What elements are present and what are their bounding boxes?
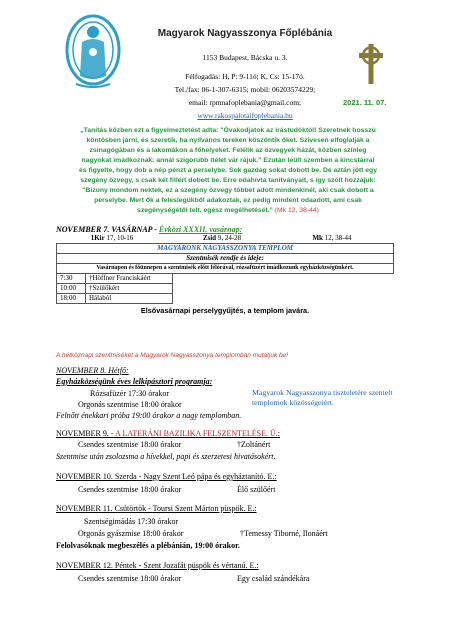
address: 1153 Budapest, Bácska u. 3. bbox=[202, 53, 288, 62]
tuesday-date: NOVEMBER 9. - bbox=[56, 429, 116, 438]
rosary-note: Vasárnapon és főünnepen a szentmisék előtt félórával, rózsafüzért imádkozunk egyházközségünkért. bbox=[57, 264, 394, 274]
sunday-feast: Évközi XXXII. vasárnap: bbox=[158, 225, 243, 234]
friday-intention: Egy család szándékára bbox=[237, 574, 310, 583]
table-row bbox=[57, 274, 394, 284]
tuesday-title bbox=[56, 429, 280, 439]
monday-program: Egyházközségünk éves lelkipásztori programja: bbox=[56, 377, 213, 386]
sunday-date: NOVEMBER 7. VASÁRNAP - bbox=[56, 225, 159, 234]
mass-intention: †Szülőkért bbox=[86, 284, 173, 294]
tuesday-note: Szentmise után zsolozsma a hívekkel, papi és szerzetesi hivatásokért. bbox=[56, 452, 276, 461]
celtic-cross-icon bbox=[356, 42, 386, 86]
mass-time: 7:30 bbox=[57, 274, 86, 284]
church-heading: MAGYARONK NAGYASSZONYA TEMPLOM bbox=[57, 244, 394, 254]
mass-intention: †Höffner Franciskáért bbox=[86, 274, 173, 284]
tuesday-colon: : bbox=[277, 429, 281, 438]
collection-note: Elsővasárnapi perselygyűjtés, a templom javára. bbox=[140, 305, 310, 315]
reading-3-ref: 12, 38-44 bbox=[322, 234, 352, 242]
quote-text: „Tanítás közben ezt a figyelmeztetést adta: "Óvakodjatok az írástudóktól! Szeretnek hosszú köntösben járni, és szeretik, ha nyilvános tereken köszöntik őket. Szívesen elfoglalják a zsinagógában és a lakomákon a főhelyeket. Felélik az özvegyek házát, közben színleg nagyokat imádkoznak: annál szigorúbb ítélet vár rájuk." Ezután leült szemben a kincstárral és figyelte, hogy dob a nép pénzt a perselybe. Sok gazdag sokat dobott be. De aztán jött egy szegény özvegy, s csak két fillért dobott be. Erre odahívta tanítványait, s így szólt hozzájuk: "Bizony mondom nektek, ez a szegény özvegy többet adott mindenkinél, aki csak dobott a perselybe. Mert ők a feleslegükből adakoztak, ez pedig mindent odaadott, ami csak szegénységétől telt, egész megélhetését." bbox=[79, 127, 377, 214]
church-name: Magyarok Nagyasszonya Főplébánia bbox=[157, 28, 333, 39]
email: email: rpmnafoplebania@gmail.com; bbox=[188, 98, 302, 107]
mass-time: 18:00 bbox=[57, 294, 86, 304]
wednesday-title: NOVEMBER 10. Szerda - Nagy Szent Leó pápa és egyháztanító. E.: bbox=[56, 472, 277, 481]
monday-mass: Orgonás szentmise 18:00 órakor bbox=[78, 400, 182, 409]
monday-rosary: Rózsafüzér 17:30 órakor bbox=[90, 389, 170, 398]
mass-order-heading: Szentmisék rendje és ideje: bbox=[57, 254, 394, 264]
monday-title: NOVEMBER 8. Hétfő: bbox=[56, 366, 129, 375]
weekday-note: A hétköznapi szentmiséket a Magyarok Nagyasszonya templomban mutatjuk be! bbox=[56, 352, 289, 359]
readings-row bbox=[57, 234, 394, 244]
bulletin-date: 2021. 11. 07. bbox=[343, 98, 387, 107]
website-link[interactable]: www.rakospalotaifoplebania.hu bbox=[197, 111, 293, 120]
mass-intention: Hálaból bbox=[86, 294, 173, 304]
sunday-title bbox=[56, 225, 242, 234]
reading-1-label: 1Kir bbox=[90, 234, 105, 242]
monday-choir: Felnőtt énekkari próba 19:00 órakor a nagy templomban. bbox=[56, 411, 242, 420]
office-hours: Félfogadás: H, P: 9-11ó; K, Cs: 15-17ó. bbox=[185, 72, 305, 81]
mass-time: 10:00 bbox=[57, 284, 86, 294]
reading-1-ref: 17, 10-16 bbox=[104, 234, 134, 242]
sunday-mass-table bbox=[56, 234, 394, 316]
gospel-quote bbox=[78, 126, 378, 216]
table-row bbox=[57, 294, 394, 304]
wednesday-mass: Csendes szentmise 18:00 órakor bbox=[78, 485, 182, 494]
table-row bbox=[57, 284, 394, 294]
thursday-intention: †Temessy Tiborné, Ilonáért bbox=[240, 529, 328, 538]
telephone: Tel./fax: 06-1-307-6315; mobil: 06203574229; bbox=[174, 85, 316, 94]
monday-intention: Magyarok Nagyasszonya tiszteletére szentelt templomok közösségeiért. bbox=[252, 388, 393, 407]
madonna-logo-icon bbox=[62, 12, 124, 90]
tuesday-mass: Csendes szentmise 18:00 órakor bbox=[78, 440, 182, 449]
friday-mass: Csendes szentmise 18:00 órakor bbox=[78, 574, 182, 583]
thursday-mass: Orgonás gyászmise 18:00 órakor bbox=[78, 529, 184, 538]
quote-reference: (Mk 12, 38-44) bbox=[274, 207, 319, 214]
wednesday-intention: Élő szülőért bbox=[237, 485, 276, 494]
tuesday-intention: †Zoltánért bbox=[237, 440, 271, 449]
thursday-title: NOVEMBER 11. Csütörtök - Toursi Szent Márton püspök. E.: bbox=[56, 504, 257, 513]
reading-2-label: Zsid bbox=[202, 234, 217, 242]
friday-title: NOVEMBER 12. Péntek - Szent Jozafát püspök és vértanú. E.: bbox=[56, 561, 259, 570]
tuesday-feast: A LATERÁNI BAZILIKA FELSZENTELÉSE. Ü. bbox=[115, 429, 278, 438]
reading-2-ref: 9, 24-28 bbox=[216, 234, 242, 242]
reading-3-label: Mk bbox=[312, 234, 323, 242]
thursday-note: Felolvasóknak megbeszélés a plébánián, 19:00 órakor. bbox=[56, 541, 240, 550]
thursday-adoration: Szentségimádás 17:30 órakor bbox=[84, 517, 179, 526]
